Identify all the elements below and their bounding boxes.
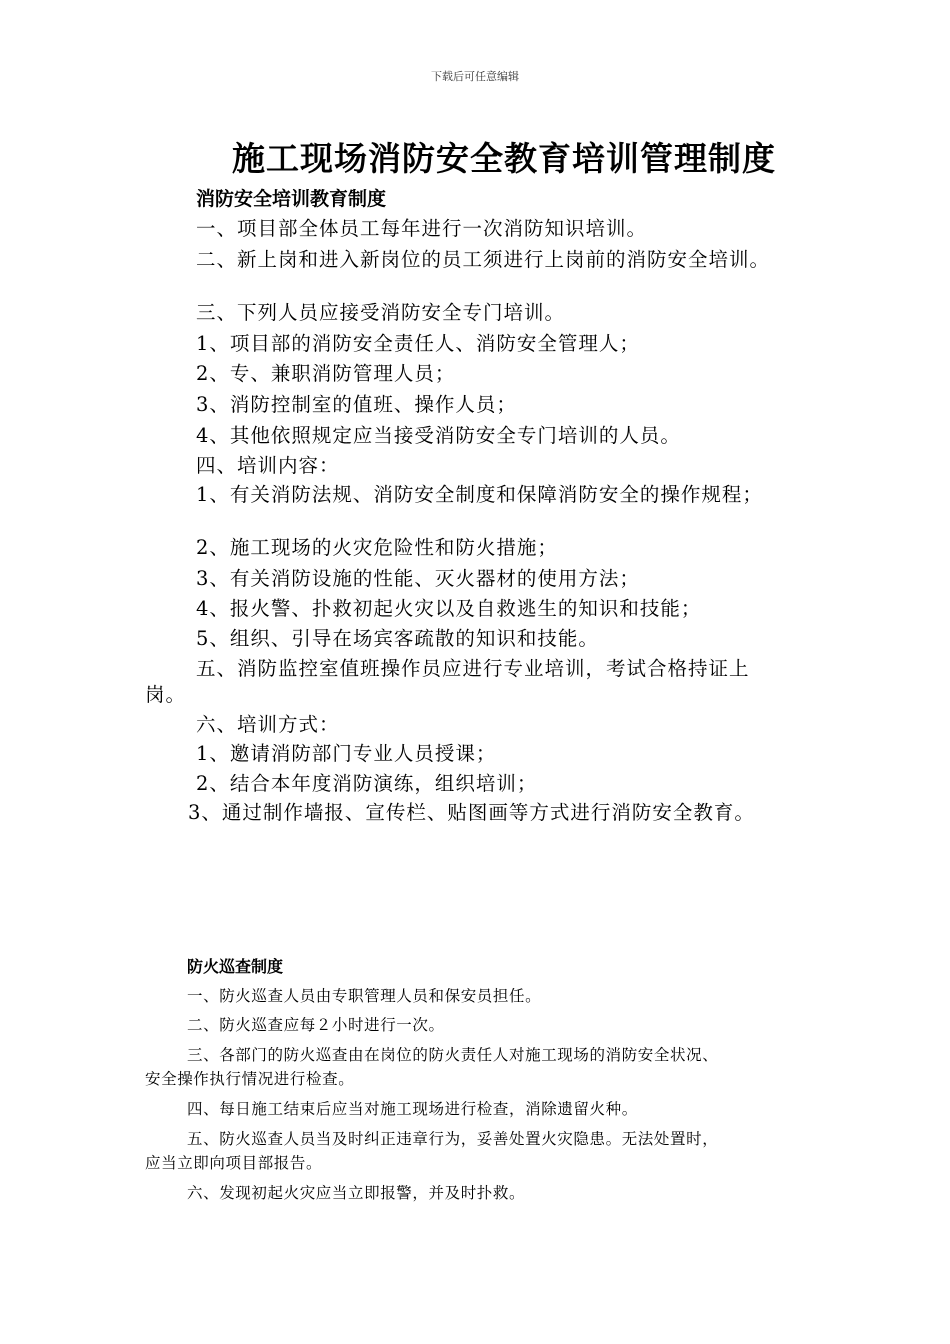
list-item: 2、专、兼职消防管理人员； bbox=[196, 362, 456, 385]
list-item: 1、有关消防法规、消防安全制度和保障消防安全的操作规程； bbox=[196, 483, 763, 506]
list-item: 5、组织、引导在场宾客疏散的知识和技能。 bbox=[196, 627, 599, 650]
header-note: 下载后可任意编辑 bbox=[431, 70, 519, 83]
paragraph-line: 二、新上岗和进入新岗位的员工须进行上岗前的消防安全培训。 bbox=[196, 248, 771, 271]
paragraph-line: 六、发现初起火灾应当立即报警，并及时扑救。 bbox=[187, 1184, 526, 1202]
paragraph-line: 四、培训内容： bbox=[196, 454, 340, 477]
list-item: 2、结合本年度消防演练，组织培训； bbox=[196, 772, 538, 795]
list-item: 1、项目部的消防安全责任人、消防安全管理人； bbox=[196, 332, 640, 355]
paragraph-line: 六、培训方式： bbox=[196, 713, 340, 736]
paragraph-line: 四、每日施工结束后应当对施工现场进行检查，消除遗留火种。 bbox=[187, 1100, 638, 1118]
list-item: 1、邀请消防部门专业人员授课； bbox=[196, 742, 497, 765]
paragraph-line-wrap: 安全操作执行情况进行检查。 bbox=[145, 1070, 355, 1088]
paragraph-line-wrap: 岗。 bbox=[145, 683, 187, 706]
list-item: 2、施工现场的火灾危险性和防火措施； bbox=[196, 536, 558, 559]
list-item: 3、有关消防设施的性能、灭火器材的使用方法； bbox=[196, 567, 640, 590]
section-heading-fire-training: 消防安全培训教育制度 bbox=[196, 188, 387, 210]
paragraph-line: 一、项目部全体员工每年进行一次消防知识培训。 bbox=[196, 217, 648, 240]
paragraph-line-wrap: 应当立即向项目部报告。 bbox=[145, 1154, 323, 1172]
list-item: 4、报火警、扑救初起火灾以及自救逃生的知识和技能； bbox=[196, 597, 702, 620]
paragraph-line: 三、下列人员应接受消防安全专门培训。 bbox=[196, 301, 566, 324]
paragraph-line: 一、防火巡查人员由专职管理人员和保安员担任。 bbox=[187, 987, 542, 1005]
list-item: 3、消防控制室的值班、操作人员； bbox=[196, 393, 517, 416]
paragraph-line: 五、防火巡查人员当及时纠正违章行为，妥善处置火灾隐患。无法处置时， bbox=[187, 1130, 719, 1148]
section-heading-fire-patrol: 防火巡查制度 bbox=[187, 957, 284, 976]
list-item: 3、通过制作墙报、宣传栏、贴图画等方式进行消防安全教育。 bbox=[188, 801, 755, 824]
paragraph-line: 二、防火巡查应每２小时进行一次。 bbox=[187, 1016, 445, 1034]
page-title: 施工现场消防安全教育培训管理制度 bbox=[232, 139, 776, 178]
paragraph-line: 三、各部门的防火巡查由在岗位的防火责任人对施工现场的消防安全状况、 bbox=[187, 1046, 719, 1064]
paragraph-line: 五、消防监控室值班操作员应进行专业培训，考试合格持证上 bbox=[196, 657, 750, 680]
list-item: 4、其他依照规定应当接受消防安全专门培训的人员。 bbox=[196, 424, 681, 447]
